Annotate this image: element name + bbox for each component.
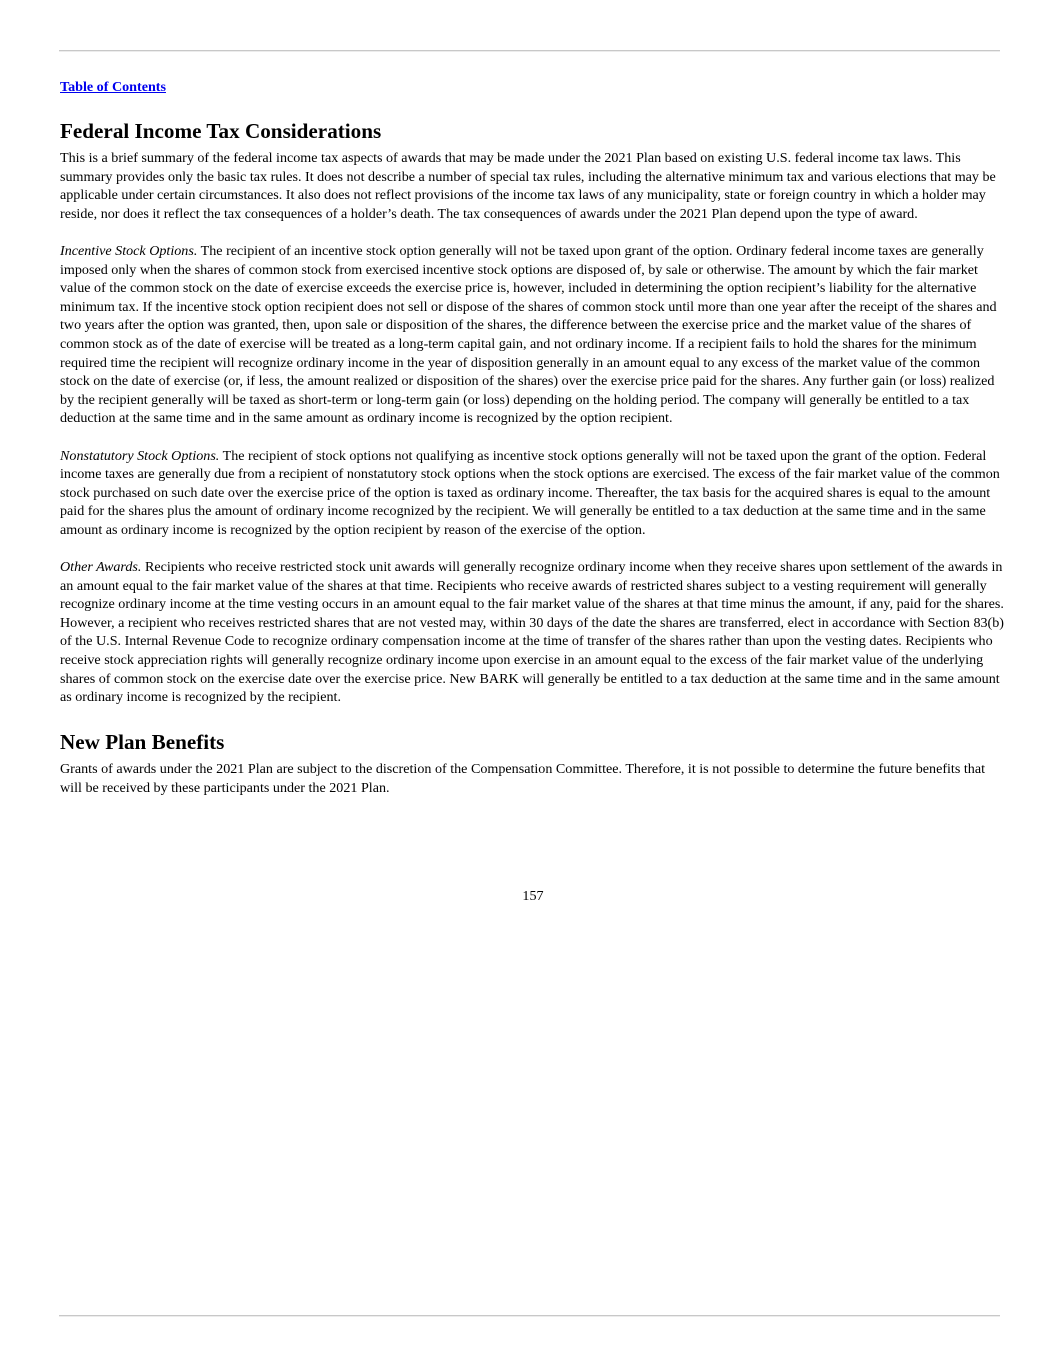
new-plan-benefits-heading: New Plan Benefits bbox=[60, 729, 225, 754]
document-body bbox=[60, 78, 1006, 798]
other-awards-paragraph bbox=[60, 558, 1006, 707]
nonstatutory-stock-options-paragraph bbox=[60, 447, 1006, 540]
page-number: 157 bbox=[522, 888, 544, 904]
other-awards-body: Recipients who receive restricted stock unit awards will generally recognize ordinary income when they receive shares upon settlement of the awards in an amount equal to the fair market value of the shares at that time. Recipients who receive awards of restricted shares subject to a vesting requirement will generally recognize ordinary income at the time vesting occurs in an amount equal to the fair market value of the shares at that time minus the amount, if any, paid for the shares. However, a recipient who receives restricted shares that are not vested may, within 30 days of the date the shares are transferred, elect in accordance with Section 83(b) of the U.S. Internal Revenue Code to recognize ordinary compensation income at the time of transfer of the shares rather than upon the vesting dates. Recipients who receive stock appreciation rights will generally recognize ordinary income upon exercise in an amount equal to the excess of the fair market value of the underlying shares of common stock on the exercise date over the exercise price. New BARK will generally be entitled to a tax deduction at the same time and in the same amount as ordinary income is recognized by the recipient. bbox=[60, 558, 1004, 706]
other-awards-lead: Other Awards. bbox=[60, 558, 142, 575]
table-of-contents-link[interactable]: Table of Contents bbox=[60, 79, 166, 95]
federal-income-tax-heading: Federal Income Tax Considerations bbox=[60, 118, 382, 143]
incentive-stock-options-lead: Incentive Stock Options. bbox=[60, 243, 198, 260]
bottom-divider bbox=[59, 1315, 1000, 1316]
incentive-stock-options-paragraph bbox=[60, 242, 1006, 428]
nonstatutory-stock-options-body: The recipient of stock options not qualifying as incentive stock options generally will not be taxed upon the grant of the option. Federal income taxes are generally due from a recipient of nonstatutory stock options when the stock options are exercised. The excess of the fair market value of the common stock purchased on such date over the exercise price of the option is taxed as ordinary income. Thereafter, the tax basis for the acquired shares is equal to the amount paid for the shares plus the amount of ordinary income recognized by the recipient. We will generally be entitled to a tax deduction at the same time and in the same amount as ordinary income is recognized by the option recipient by reason of the exercise of the option. bbox=[60, 447, 1000, 538]
nonstatutory-stock-options-lead: Nonstatutory Stock Options. bbox=[60, 447, 220, 464]
new-plan-benefits-paragraph: Grants of awards under the 2021 Plan are subject to the discretion of the Compensation Committee. Therefore, it is not possible to determine the future benefits that will be received by these participants under the 2021 Plan. bbox=[60, 761, 985, 796]
top-divider bbox=[59, 50, 1000, 51]
incentive-stock-options-body: The recipient of an incentive stock option generally will not be taxed upon grant of the option. Ordinary federal income taxes are generally imposed only when the shares of common stock from exercised incentive stock options are disposed of, by sale or otherwise. The amount by which the fair market value of the common stock on the date of exercise exceeds the exercise price is, however, included in determining the option recipient’s liability for the alternative minimum tax. If the incentive stock option recipient does not sell or dispose of the shares of common stock until more than one year after the receipt of the shares and two years after the option was granted, then, upon sale or disposition of the shares, the difference between the exercise price and the market value of the shares of common stock as of the date of exercise will be treated as a long-term capital gain, and not ordinary income. If a recipient fails to hold the shares for the minimum required time the recipient will recognize ordinary income in the year of disposition generally in an amount equal to any excess of the market value of the common stock on the date of exercise (or, if less, the amount realized or disposition of the shares) over the exercise price paid for the shares. Any further gain (or loss) realized by the recipient generally will be taxed as short-term or long-term gain (or loss) depending on the holding period. The company will generally be entitled to a tax deduction at the same time and in the same amount as ordinary income is recognized by the option recipient. bbox=[60, 243, 997, 427]
federal-intro-paragraph: This is a brief summary of the federal income tax aspects of awards that may be made under the 2021 Plan based on existing U.S. federal income tax laws. This summary provides only the basic tax rules. It does not describe a number of special tax rules, including the alternative minimum tax and various elections that may be applicable under certain circumstances. It also does not reflect provisions of the income tax laws of any municipality, state or foreign country in which a holder may reside, nor does it reflect the tax consequences of a holder’s death. The tax consequences of awards under the 2021 Plan depend upon the type of award. bbox=[60, 150, 996, 222]
